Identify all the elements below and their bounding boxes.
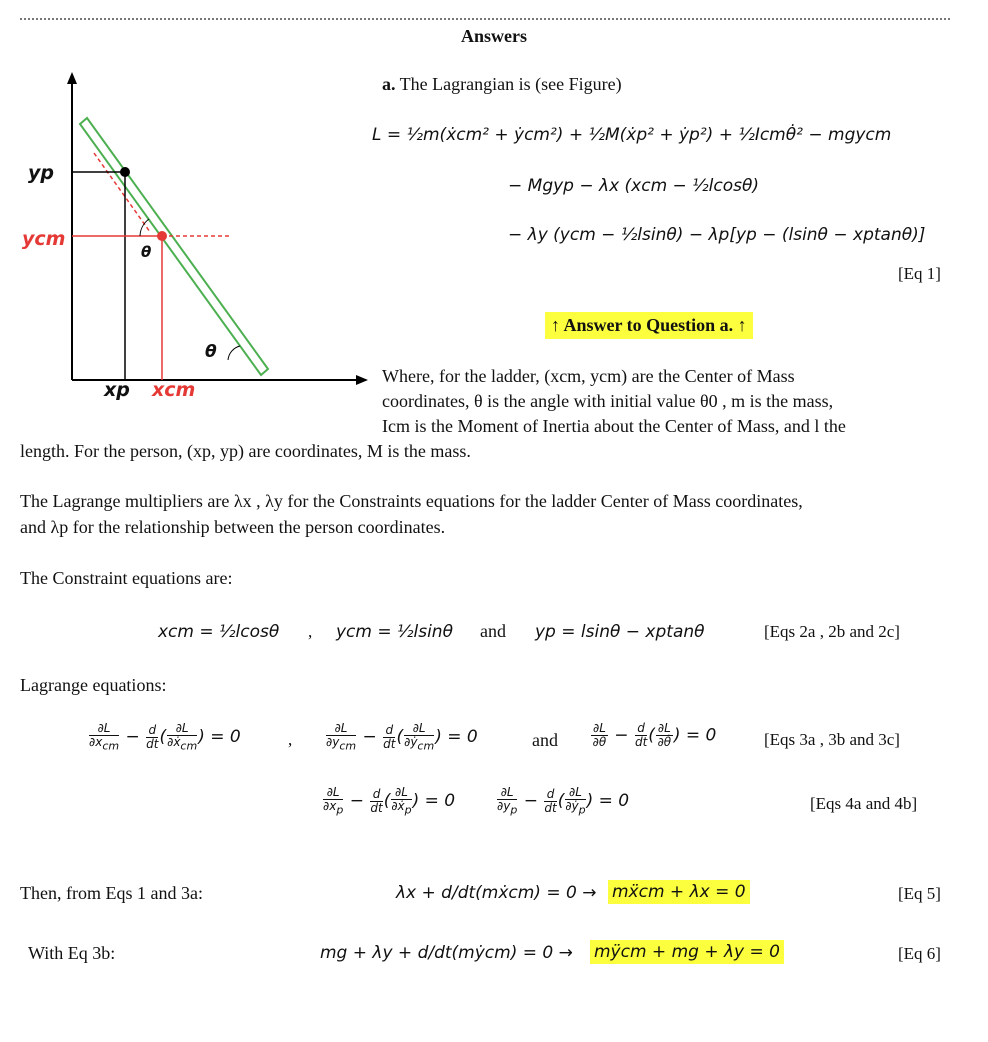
person-point	[120, 167, 130, 177]
theta-base-arc	[228, 346, 240, 360]
lagrange-and: and	[532, 730, 558, 750]
constraint-comma: ,	[308, 622, 313, 641]
lagrangian-line-1: L = ½m(ẋcm² + ẏcm²) + ½M(ẋp² + ẏp²) + ½Icmθ̇² − mgycm	[372, 125, 892, 145]
eq5-lhs: λx + d/dt(mẋcm) = 0 →	[396, 883, 597, 903]
yp-label: yp	[28, 162, 54, 184]
cm-point	[157, 231, 167, 241]
lagrange-eq-3a: $\frac{\partial L}{\partial x_{cm}}$ − $\frac{d}{dt}$ ( $\frac{\partial L}{\partial ẋ_{cm}}$ ) = 0	[89, 721, 241, 753]
constraint-eq-c: yp = lsinθ − xptanθ	[535, 622, 705, 642]
xp-label: xp	[104, 379, 130, 401]
answer-banner: ↑ Answer to Question a. ↑	[545, 312, 753, 339]
eq4-tag: [Eqs 4a and 4b]	[810, 794, 918, 813]
eq6-tag: [Eq 6]	[898, 944, 941, 963]
theta-inner-label: θ	[141, 243, 152, 261]
top-dotted-rule	[20, 18, 950, 20]
ycm-label: ycm	[22, 228, 66, 250]
where-line-1: Where, for the ladder, (xcm, ycm) are the Center of Mass	[382, 366, 795, 386]
where-line-2: coordinates, θ is the angle with initial value θ0 , m is the mass,	[382, 391, 834, 411]
eq6-lhs: mg + λy + d/dt(mẏcm) = 0 →	[320, 943, 573, 963]
lagrangian-line-2: − Mgyp − λx (xcm − ½lcosθ)	[508, 176, 760, 196]
eq5-label: Then, from Eqs 1 and 3a:	[20, 883, 203, 903]
lagrange-eq-3c: $\frac{\partial L}{\partial\theta}$ − $\frac{d}{dt}$ ( $\frac{\partial L}{\partial\thetȧ}$ ) = 0	[592, 721, 717, 749]
eq2-tag: [Eqs 2a , 2b and 2c]	[764, 622, 900, 641]
lagrange-comma: ,	[288, 730, 293, 749]
lagrange-eq-3b: $\frac{\partial L}{\partial y_{cm}}$ − $\frac{d}{dt}$ ( $\frac{\partial L}{\partial ẏ_{cm}}$ ) = 0	[326, 721, 478, 753]
ladder	[80, 118, 268, 375]
theta-base-label: θ	[205, 342, 217, 362]
multipliers-line-2: and λp for the relationship between the person coordinates.	[20, 517, 446, 537]
where-line-3: Icm is the Moment of Inertia about the Center of Mass, and l the	[382, 416, 846, 436]
lagrange-eq-4b: $\frac{\partial L}{\partial y_p}$ − $\frac{d}{dt}$ ( $\frac{\partial L}{\partial ẏ_p}$ ) = 0	[497, 785, 630, 817]
y-axis-arrow	[67, 72, 77, 84]
constraint-eq-b: ycm = ½lsinθ	[336, 622, 453, 642]
eq1-tag: [Eq 1]	[898, 264, 941, 283]
part-a-intro: a. The Lagrangian is (see Figure)	[382, 74, 622, 94]
eq6-result: mÿcm + mg + λy = 0	[590, 940, 784, 964]
eq5-result: mẍcm + λx = 0	[608, 880, 750, 904]
page-title: Answers	[461, 26, 527, 46]
eq6-label: With Eq 3b:	[28, 943, 116, 963]
constraint-heading: The Constraint equations are:	[20, 568, 233, 588]
lagrangian-line-3: − λy (ycm − ½lsinθ) − λp[yp − (lsinθ − xptanθ)]	[508, 225, 926, 245]
multipliers-line-1: The Lagrange multipliers are λx , λy for the Constraints equations for the ladder Center of Mass coordinates,	[20, 491, 803, 511]
xcm-label: xcm	[152, 379, 196, 401]
eq5-tag: [Eq 5]	[898, 884, 941, 903]
constraint-eq-a: xcm = ½lcosθ	[158, 622, 280, 642]
lagrange-eq-4a: $\frac{\partial L}{\partial x_p}$ − $\frac{d}{dt}$ ( $\frac{\partial L}{\partial ẋ_p}$ ) = 0	[323, 785, 456, 817]
x-axis-arrow	[356, 375, 368, 385]
constraint-and: and	[480, 621, 506, 641]
eq3-tag: [Eqs 3a , 3b and 3c]	[764, 730, 900, 749]
where-line-4: length. For the person, (xp, yp) are coordinates, M is the mass.	[20, 441, 471, 461]
lagrange-heading: Lagrange equations:	[20, 675, 167, 695]
